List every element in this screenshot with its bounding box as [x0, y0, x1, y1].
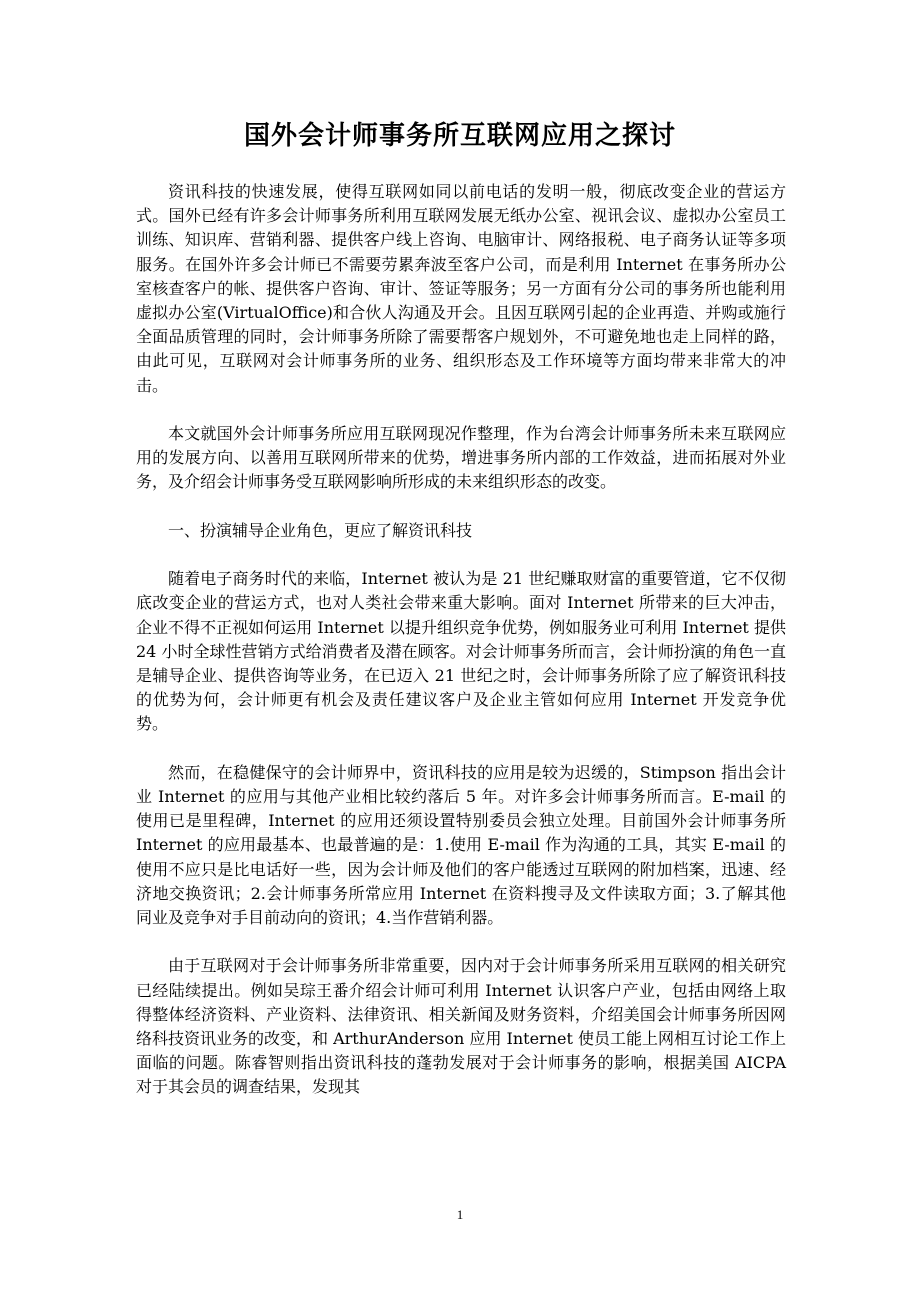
paragraph-research: 由于互联网对于会计师事务所非常重要，因内对于会计师事务所采用互联网的相关研究已经陆续提出。例如吴琮王番介绍会计师可利用 Internet 认识客户产业，包括由网络上取得整体经济资料、产业资料、法律资讯、相关新闻及财务资料，介绍美国会计师事务所因网络科技资讯业务的改变，和 ArthurAnderson 应用 Internet 使员工能上网相互讨论工作上面临的问题。陈睿智则指出资讯科技的蓬勃发展对于会计师事务的影响，根据美国 AICPA 对于其会员的调查结果，发现其	[136, 956, 786, 1097]
page-number: 1	[456, 1207, 464, 1222]
paragraph-gap	[136, 398, 786, 422]
paragraph-ecommerce: 随着电子商务时代的来临，Internet 被认为是 21 世纪赚取财富的重要管道，它不仅彻底改变企业的营运方式，也对人类社会带来重大影响。面对 Internet 所带来的巨大冲击，企业不得不正视如何运用 Internet 以提升组织竞争优势，例如服务业可利用 Internet 提供 24 小时全球性营销方式给消费者及潜在顾客。对会计师事务所而言，会计师扮演的角色一直是辅导企业、提供咨询等业务，在已迈入 21 世纪之时，会计师事务所除了应了解资讯科技的优势为何，会计师更有机会及责任建议客户及企业主管如何应用 Internet 开发竞争优势。	[136, 569, 786, 734]
section-heading-1: 一、扮演辅导企业角色，更应了解资讯科技	[168, 520, 473, 540]
paragraph-gap	[136, 737, 786, 761]
paragraph-scope: 本文就国外会计师事务所应用互联网现况作整理，作为台湾会计师事务所未来互联网应用的发展方向、以善用互联网所带来的优势，增进事务所内部的工作效益，进而拓展对外业务，及介绍会计师事务受互联网影响所形成的未来组织形态的改变。	[136, 424, 786, 492]
document-title: 国外会计师事务所互联网应用之探讨	[243, 121, 676, 151]
paragraph-intro: 资讯科技的快速发展，使得互联网如同以前电话的发明一般，彻底改变企业的营运方式。国外已经有许多会计师事务所利用互联网发展无纸办公室、视讯会议、虚拟办公室员工训练、知识库、营销利器、提供客户线上咨询、电脑审计、网络报税、电子商务认证等多项服务。在国外许多会计师已不需要劳累奔波至客户公司，而是利用 Internet 在事务所办公室核查客户的帐、提供客户咨询、审计、签证等服务；另一方面有分公司的事务所也能利用虚拟办公室(VirtualOffice)和合伙人沟通及开会。且因互联网引起的企业再造、并购或施行全面品质管理的同时，会计师事务所除了需要帮客户规划外，不可避免地也走上同样的路，由此可见，互联网对会计师事务所的业务、组织形态及工作环境等方面均带来非常大的冲击。	[136, 182, 786, 395]
paragraph-gap	[136, 930, 786, 954]
paragraph-gap	[136, 495, 786, 519]
paragraph-stimpson: 然而，在稳健保守的会计师界中，资讯科技的应用是较为迟缓的，Stimpson 指出会计业 Internet 的应用与其他产业相比较约落后 5 年。对许多会计师事务所而言。E-mail 的使用已是里程碑，Internet 的应用还须设置特别委员会独立处理。目前国外会计师事务所 Internet 的应用最基本、也最普遍的是：1.使用 E-mail 作为沟通的工具，其实 E-mail 的使用不应只是比电话好一些，因为会计师及他们的客户能透过互联网的附加档案，迅速、经济地交换资讯；2.会计师事务所常应用 Internet 在资料搜寻及文件读取方面；3.了解其他同业及竞争对手目前动向的资讯；4.当作营销利器。	[136, 762, 786, 928]
paragraph-gap	[136, 543, 786, 567]
document-body	[136, 180, 786, 1100]
